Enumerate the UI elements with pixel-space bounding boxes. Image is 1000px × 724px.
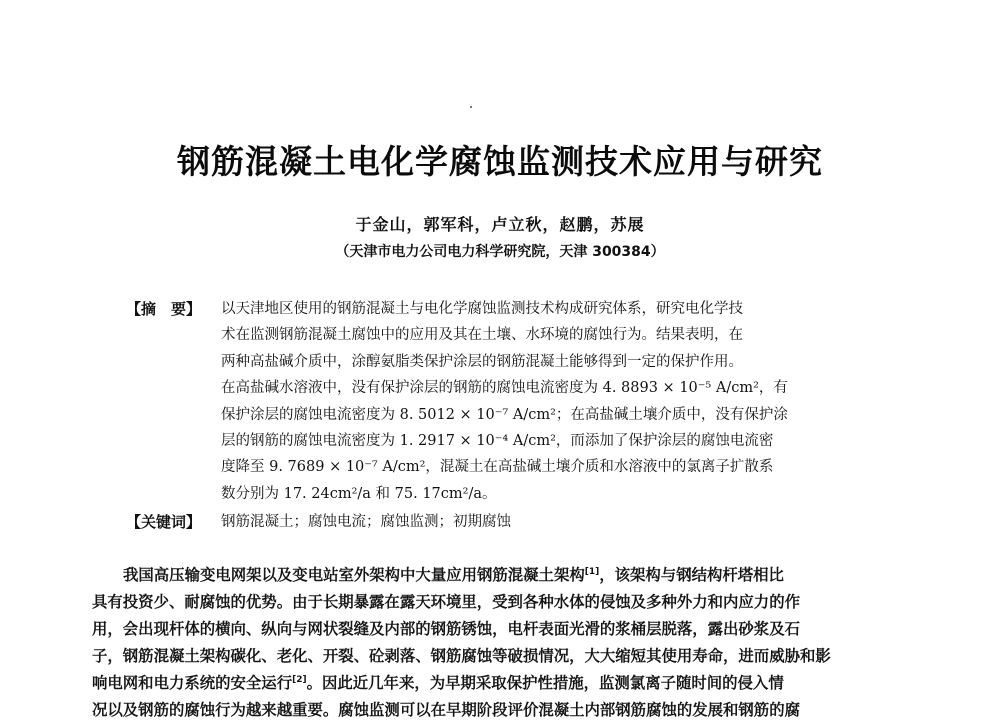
body-line-text: 响电网和电力系统的安全运行 [92,674,293,692]
body-line: 具有投资少、耐腐蚀的优势。由于长期暴露在露天环境里，受到各种水体的侵蚀及多种外力和内应力的作 [92,593,800,611]
abstract-text [221,296,871,507]
abstract-line: 数分别为 17. 24cm²/a 和 75. 17cm²/a。 [221,485,497,502]
body-line: 子，钢筋混凝土架构碳化、老化、开裂、砼剥落、钢筋腐蚀等破损情况，大大缩短其使用寿命，进而威胁和影 [92,647,831,665]
body-line-text: 。因此近几年来，为早期采取保护性措施，监测氯离子随时间的侵入情 [306,674,784,692]
abstract-line: 在高盐碱水溶液中，没有保护涂层的钢筋的腐蚀电流密度为 4. 8893 × 10⁻⁵ A/cm²，有 [221,380,788,397]
abstract-label: 【摘 要】 [126,300,202,318]
abstract-line: 以天津地区使用的钢筋混凝土与电化学腐蚀监测技术构成研究体系，研究电化学技 [221,301,743,317]
scan-speck [470,106,472,108]
abstract-line: 度降至 9. 7689 × 10⁻⁷ A/cm²，混凝土在高盐碱土壤介质和水溶液中的氯离子扩散系 [221,459,774,476]
body-line: 用，会出现杆体的横向、纵向与网状裂缝及内部的钢筋锈蚀，电杆表面光滑的浆桶层脱落，露出砂浆及石 [92,620,800,638]
author-list: 于金山，郭军科，卢立秋，赵鹏，苏展 [355,215,645,234]
abstract-line: 层的钢筋的腐蚀电流密度为 1. 2917 × 10⁻⁴ A/cm²，而添加了保护涂层的腐蚀电流密 [221,433,774,450]
citation-ref: [2] [292,675,307,685]
abstract-line: 两种高盐碱介质中，涂醇氨脂类保护涂层的钢筋混凝土能够得到一定的保护作用。 [221,353,743,370]
body-line: 况以及钢筋的腐蚀行为越来越重要。腐蚀监测可以在早期阶段评价混凝土内部钢筋腐蚀的发展和钢筋的腐 [92,701,800,719]
abstract-line: 保护涂层的腐蚀电流密度为 8. 5012 × 10⁻⁷ A/cm²；在高盐碱土壤介质中，没有保护涂 [221,406,788,423]
abstract-line: 术在监测钢筋混凝土腐蚀中的应用及其在土壤、水环境的腐蚀行为。结果表明，在 [221,327,743,344]
keywords-text: 钢筋混凝土；腐蚀电流；腐蚀监测；初期腐蚀 [221,514,511,530]
body-line [92,562,908,589]
citation-ref: [1] [584,567,600,577]
affiliation: （天津市电力公司电力科学研究院，天津 300384） [335,244,665,260]
body-line [92,670,908,697]
keywords-label: 【关键词】 [126,513,202,531]
body-paragraph [92,562,908,724]
body-line-text: 我国高压输变电网架以及变电站室外架构中大量应用钢筋混凝土架构 [123,566,585,584]
paper-title: 钢筋混凝土电化学腐蚀监测技术应用与研究 [177,142,823,181]
body-line-text: ，该架构与钢结构杆塔相比 [599,566,784,584]
